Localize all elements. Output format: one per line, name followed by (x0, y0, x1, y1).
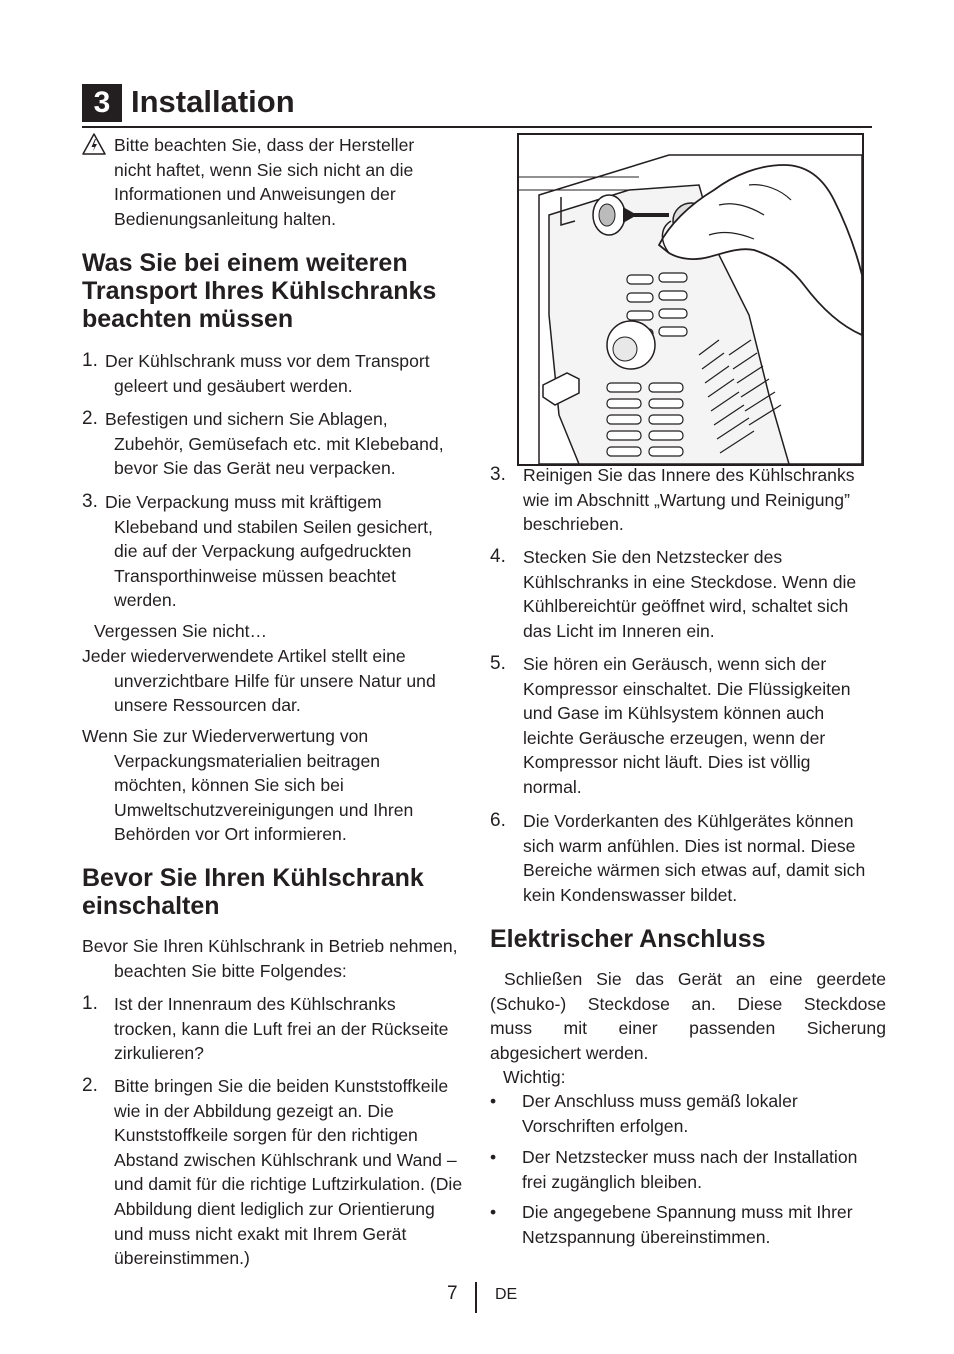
bullet-line: frei zugänglich bleiben. (522, 1171, 702, 1192)
item-line: normal. (523, 776, 582, 797)
chapter-title: Installation (131, 84, 295, 119)
bullet-line: Netzspannung übereinstimmen. (522, 1226, 771, 1247)
bullet-line: Die angegebene Spannung muss mit Ihrer (522, 1202, 853, 1222)
transport-heading (82, 249, 502, 333)
item-number: 2. (82, 408, 98, 429)
electrical-bullet-2 (490, 1145, 890, 1194)
item-line: geleert und gesäubert werden. (114, 375, 353, 396)
item-line: Bitte bringen Sie die beiden Kunststoffkeile (114, 1076, 449, 1096)
item-line: Sie hören ein Geräusch, wenn sich der (523, 654, 827, 674)
item-number: 4. (490, 546, 506, 567)
item-number: 3. (490, 464, 506, 485)
item-line: Kompressor nicht läuft. Dies ist völlig (523, 752, 811, 773)
item-number: 1. (82, 993, 98, 1014)
para-line: Verpackungsmaterialien beitragen (114, 750, 381, 771)
para-line: Bevor Sie Ihren Kühlschrank in Betrieb nehmen, (82, 936, 458, 956)
heading-line: Transport Ihres Kühlschranks (82, 277, 437, 305)
para-line: muss mit einer passenden Sicherung (490, 1018, 886, 1039)
item-line: zirkulieren? (114, 1043, 204, 1064)
para-line: Wenn Sie zur Wiederverwertung von (82, 726, 369, 746)
item-line: Abbildung dient lediglich zur Orientierung (114, 1198, 435, 1219)
item-number: 6. (490, 810, 506, 831)
item-line: Der Kühlschrank muss vor dem Transport (105, 351, 430, 371)
para-line: Umweltschutzvereinigungen und Ihren (114, 799, 414, 820)
item-line: Bereiche wärmen sich etwas auf, damit sich (523, 860, 866, 881)
transport-item-1 (82, 349, 482, 398)
para-line: unverzichtbare Hilfe für unsere Natur und (114, 670, 436, 691)
item-line: das Licht im Inneren ein. (523, 620, 715, 641)
before-item-2 (82, 1074, 492, 1271)
bullet-line: Vorschriften erfolgen. (522, 1115, 689, 1136)
item-line: Transporthinweise müssen beachtet (114, 565, 396, 586)
bullet-icon: • (490, 1147, 497, 1167)
warning-line: nicht haftet, wenn Sie sich nicht an die (114, 159, 414, 180)
item-line: Kühlschranks in eine Steckdose. Wenn die (523, 571, 857, 592)
illustration-svg (519, 135, 862, 464)
heading-line: Was Sie bei einem weiteren (82, 249, 408, 277)
item-line: die auf der Verpackung aufgedruckten (114, 541, 412, 562)
setup-item-4 (490, 545, 890, 643)
warning-line: Bitte beachten Sie, dass der Hersteller (114, 135, 415, 155)
item-line: Die Vorderkanten des Kühlgerätes können (523, 811, 854, 831)
warning-icon (82, 133, 106, 155)
spacer-installation-illustration (517, 133, 864, 466)
electrical-bullet-1 (490, 1089, 890, 1138)
chapter-header (82, 80, 872, 128)
bullet-line: Der Anschluss muss gemäß lokaler (522, 1091, 798, 1111)
item-line: Befestigen und sichern Sie Ablagen, (105, 409, 388, 429)
item-line: sich warm anfühlen. Dies ist normal. Diese (523, 835, 856, 856)
electrical-bullet-3 (490, 1200, 890, 1249)
item-line: leichte Geräusche erzeugen, wenn der (523, 727, 826, 748)
electrical-paragraph (490, 967, 886, 1065)
item-line: Reinigen Sie das Innere des Kühlschranks (523, 465, 855, 485)
before-item-1 (82, 992, 482, 1066)
item-line: Kühlbereichtür geöffnet wird, schaltet sich (523, 596, 849, 617)
before-intro (82, 934, 482, 983)
page-number: 7 (447, 1283, 458, 1304)
important-label: Wichtig: (503, 1067, 566, 1087)
bullet-icon: • (490, 1202, 497, 1222)
para-line: Schließen Sie das Gerät an eine geerdete (504, 969, 886, 989)
item-line: trocken, kann die Luft frei an der Rückseite (114, 1018, 449, 1039)
item-line: bevor Sie das Gerät neu verpacken. (114, 458, 396, 479)
warning-line: Bedienungsanleitung halten. (114, 208, 337, 229)
item-number: 3. (82, 491, 98, 512)
recycling-contact-paragraph (82, 724, 482, 847)
para-line: (Schuko-) Steckdose an. Diese Steckdose (490, 993, 886, 1014)
item-line: Ist der Innenraum des Kühlschranks (114, 994, 396, 1014)
item-line: Die Verpackung muss mit kräftigem (105, 492, 382, 512)
para-line: Behörden vor Ort informieren. (114, 824, 347, 845)
item-line: Stecken Sie den Netzstecker des (523, 547, 783, 567)
language-code: DE (495, 1286, 518, 1303)
item-line: und Gase im Kühlsystem können auch (523, 703, 825, 724)
recycling-paragraph (82, 644, 482, 718)
footer-divider (475, 1282, 477, 1313)
item-line: Zubehör, Gemüsefach etc. mit Klebeband, (114, 433, 444, 454)
chapter-number: 3 (82, 84, 122, 122)
electrical-heading: Elektrischer Anschluss (490, 925, 766, 953)
transport-item-2 (82, 407, 482, 481)
setup-item-6 (490, 809, 890, 907)
item-line: werden. (114, 590, 177, 611)
item-number: 2. (82, 1075, 98, 1096)
item-line: und damit für die richtige Luftzirkulation. (Die (114, 1174, 463, 1195)
heading-line: Bevor Sie Ihren Kühlschrank (82, 864, 424, 892)
para-line: möchten, können Sie sich bei (114, 775, 344, 796)
item-line: und muss nicht exakt mit Ihrem Gerät (114, 1223, 407, 1244)
transport-item-3 (82, 490, 482, 613)
item-number: 1. (82, 350, 98, 371)
para-line: abgesichert werden. (490, 1042, 649, 1063)
item-line: übereinstimmen.) (114, 1248, 250, 1269)
item-line: beschrieben. (523, 514, 624, 535)
item-line: Klebeband und stabilen Seilen gesichert, (114, 516, 433, 537)
bullet-icon: • (490, 1091, 497, 1111)
forget-note: Vergessen Sie nicht… (94, 621, 268, 641)
item-line: Kompressor einschaltet. Die Flüssigkeiten (523, 678, 851, 699)
item-line: wie im Abschnitt „Wartung und Reinigung” (523, 489, 850, 510)
item-line: kein Kondenswasser bildet. (523, 884, 738, 905)
heading-line: einschalten (82, 892, 220, 920)
item-line: wie in der Abbildung gezeigt an. Die (114, 1100, 394, 1121)
para-line: unsere Ressourcen dar. (114, 695, 301, 716)
item-line: Abstand zwischen Kühlschrank und Wand – (114, 1149, 457, 1170)
heading-line: beachten müssen (82, 305, 294, 333)
setup-item-5 (490, 652, 890, 800)
para-line: Jeder wiederverwendete Artikel stellt eine (82, 646, 406, 666)
warning-line: Informationen und Anweisungen der (114, 184, 396, 205)
bullet-line: Der Netzstecker muss nach der Installation (522, 1147, 858, 1167)
item-number: 5. (490, 653, 506, 674)
setup-item-3 (490, 463, 890, 537)
before-heading (82, 864, 502, 920)
para-line: beachten Sie bitte Folgendes: (114, 960, 347, 981)
item-line: Kunststoffkeile sorgen für den richtigen (114, 1125, 418, 1146)
